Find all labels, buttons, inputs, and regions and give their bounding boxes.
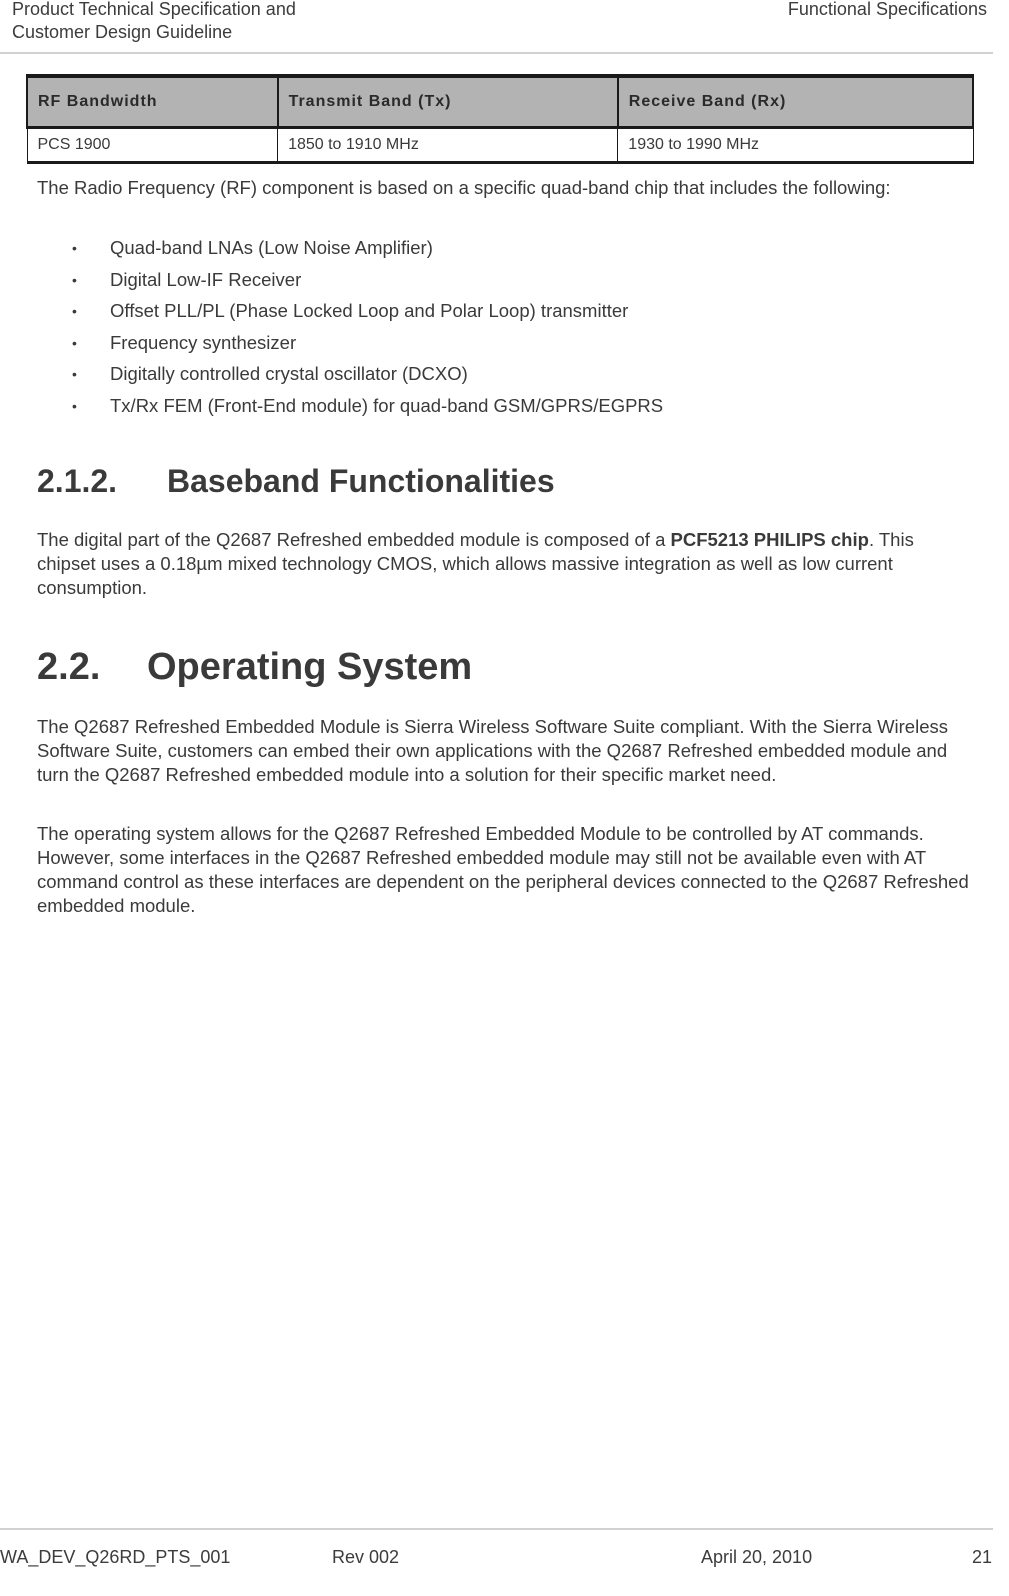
bullet-icon: • [72, 334, 77, 351]
section-heading-baseband [37, 463, 555, 500]
bullet-icon: • [72, 397, 77, 414]
rf-feature-list [37, 236, 663, 425]
list-item [37, 268, 663, 300]
list-item-text: Digital Low-IF Receiver [110, 268, 302, 290]
bullet-icon: • [72, 366, 77, 382]
rf-band-table [26, 74, 974, 164]
list-item [37, 299, 663, 331]
list-item [37, 362, 663, 394]
section-title: Baseband Functionalities [167, 463, 555, 499]
header-title-line1: Product Technical Specification and [12, 0, 296, 19]
header-title [12, 0, 296, 44]
os-paragraph-2: The operating system allows for the Q2687 Refreshed Embedded Module to be controlled by AT commands. However, some interfaces in the Q2687 Refreshed embedded module may still not be available even with AT command control as these interfaces are dependent on the peripheral devices connected to the Q2687 Refreshed embedded module. [37, 823, 969, 916]
table-row [27, 128, 973, 163]
list-item-text: Offset PLL/PL (Phase Locked Loop and Polar Loop) transmitter [110, 300, 629, 321]
bullet-icon: • [72, 271, 77, 288]
list-item-text: Frequency synthesizer [110, 331, 297, 353]
table-cell: 1930 to 1990 MHz [618, 128, 973, 163]
rf-intro-paragraph: The Radio Frequency (RF) component is based on a specific quad-band chip that includes the following: [37, 177, 891, 198]
page-header [0, 0, 993, 54]
os-paragraph-1: The Q2687 Refreshed Embedded Module is Sierra Wireless Software Suite compliant. With the Sierra Wireless Software Suite, customers can embed their own applications with the Q2687 Refreshed embedded module and turn the Q2687 Refreshed embedded module into a solution for their specific market need. [37, 716, 948, 785]
section-number: 2.2. [37, 646, 101, 688]
table-cell: 1850 to 1910 MHz [278, 128, 618, 163]
table-header-row [27, 76, 973, 128]
page-number: 21 [972, 1547, 993, 1567]
header-title-line2: Customer Design Guideline [12, 22, 233, 42]
header-section: Functional Specifications [787, 0, 987, 19]
bullet-icon: • [72, 303, 77, 319]
bullet-icon: • [72, 240, 77, 256]
list-item [37, 331, 663, 363]
baseband-paragraph [37, 528, 972, 600]
column-header: RF Bandwidth [27, 76, 278, 128]
revision: Rev 002 [332, 1547, 400, 1567]
chip-name: PCF5213 PHILIPS chip [670, 529, 869, 550]
list-item-text: Tx/Rx FEM (Front-End module) for quad-band GSM/GPRS/EGPRS [110, 394, 664, 416]
page-footer [0, 1528, 993, 1596]
table-cell: PCS 1900 [27, 128, 278, 163]
baseband-text-start: The digital part of the Q2687 Refreshed embedded module is composed of a [37, 529, 671, 550]
list-item-text: Digitally controlled crystal oscillator (DCXO) [110, 363, 468, 384]
section-title: Operating System [147, 646, 473, 688]
baseband-text-end: . This chipset uses a 0.18µm mixed technology CMOS, which allows massive integration as well as low current consumption. [37, 529, 914, 598]
column-header: Transmit Band (Tx) [278, 76, 618, 128]
column-header: Receive Band (Rx) [618, 76, 973, 128]
section-heading-os [37, 646, 472, 689]
list-item-text: Quad-band LNAs (Low Noise Amplifier) [110, 237, 433, 258]
release-date: April 20, 2010 [701, 1547, 813, 1567]
list-item [37, 236, 663, 268]
section-number: 2.1.2. [37, 463, 118, 499]
document-id: WA_DEV_Q26RD_PTS_001 [0, 1547, 231, 1567]
list-item [37, 394, 663, 426]
